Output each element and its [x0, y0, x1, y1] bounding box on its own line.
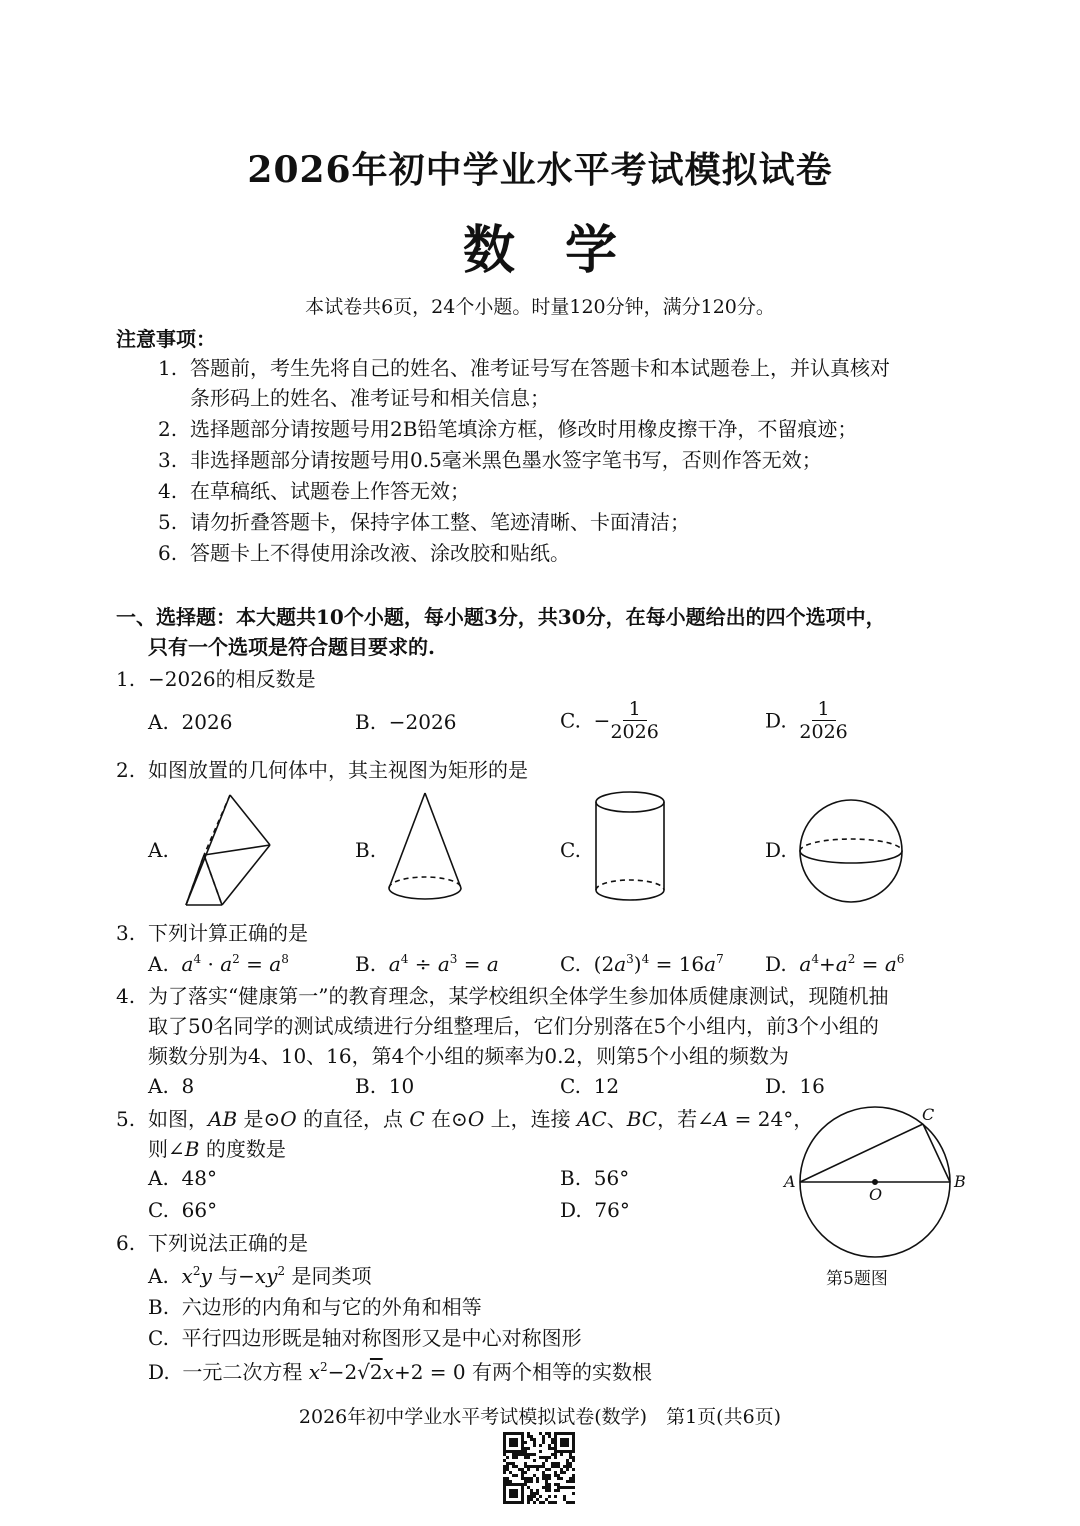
question-stem: −2026的相反数是	[148, 667, 316, 691]
question-number: 4.	[116, 984, 136, 1008]
q2-label-c: C.	[560, 838, 581, 862]
note-item-5	[158, 507, 690, 537]
question-4-line-3: 频数分别为4、10、16，第4个小组的频率为0.2，则第5个小组的频数为	[148, 1044, 789, 1068]
question-stem: 如图放置的几何体中，其主视图为矩形的是	[148, 758, 528, 782]
option-label: B.	[148, 1295, 170, 1319]
math-expression: 一元二次方程 $x^2-2√2x+2 = 0$ 有两个相等的实数根	[182, 1360, 652, 1384]
q1-option-c	[560, 698, 659, 743]
option-label: A.	[148, 1264, 169, 1288]
option-label: A.	[148, 710, 169, 734]
question-number: 6.	[116, 1231, 136, 1255]
figure-caption: 第5题图	[826, 1269, 888, 1289]
q3-option-c	[560, 952, 724, 976]
option-value: 16	[799, 1074, 825, 1098]
exam-info: 本试卷共6页，24个小题。时量120分钟，满分120分。	[305, 296, 775, 318]
triangular-prism-figure	[180, 790, 280, 910]
question-2	[116, 755, 528, 785]
question-number: 1.	[116, 667, 136, 691]
note-number: 3.	[158, 448, 178, 472]
q4-option-b	[355, 1074, 414, 1098]
notes-heading: 注意事项：	[116, 327, 216, 351]
option-label: C.	[148, 1326, 169, 1350]
note-text: 在草稿纸、试题卷上作答无效；	[190, 479, 470, 503]
option-value: 8	[181, 1074, 195, 1098]
question-5	[116, 1104, 813, 1134]
point-c-label: C	[922, 1105, 935, 1124]
note-text: 请勿折叠答题卡，保持字体工整、笔迹清晰、卡面清洁；	[190, 510, 690, 534]
q1-option-d	[765, 698, 848, 743]
note-number: 2.	[158, 417, 178, 441]
note-item-6	[158, 538, 570, 568]
note-text: 选择题部分请按题号用2B铅笔填涂方框，修改时用橡皮擦干净，不留痕迹；	[190, 417, 858, 441]
q2-label-a: A.	[148, 838, 169, 862]
option-value: 56°	[593, 1166, 630, 1190]
option-label: A.	[148, 1074, 169, 1098]
note-text: 非选择题部分请按题号用0.5毫米黑色墨水签字笔书写，否则作答无效；	[190, 448, 822, 472]
denominator: 2026	[610, 721, 659, 743]
numerator: 1	[623, 698, 647, 721]
option-value: −2026	[388, 710, 457, 734]
q3-option-b	[355, 952, 499, 976]
note-number: 6.	[158, 541, 178, 565]
q5-option-b	[560, 1166, 629, 1190]
note-item-2	[158, 414, 857, 444]
section-heading: 一、选择题：本大题共10个小题，每小题3分，共30分，在每小题给出的四个选项中，	[116, 605, 886, 629]
q6-option-b	[148, 1291, 482, 1320]
question-5-line-2: 则∠B 的度数是	[148, 1137, 286, 1161]
option-label: C.	[148, 1198, 169, 1222]
math-expression: $(2a^3)^4 = 16a^7$	[593, 952, 724, 976]
numerator: 1	[812, 698, 836, 721]
subject-title: 数学	[462, 220, 667, 281]
sphere-figure	[798, 798, 904, 904]
option-label: B.	[355, 952, 377, 976]
option-label: A.	[148, 1166, 169, 1190]
q1-option-b	[355, 710, 456, 734]
option-value: 六边形的内角和与它的外角和相等	[181, 1295, 482, 1319]
note-number: 1.	[158, 356, 178, 380]
option-value: 48°	[181, 1166, 217, 1190]
q4-option-c	[560, 1074, 619, 1098]
option-label: B.	[560, 1166, 582, 1190]
option-label: D.	[765, 708, 787, 733]
option-value: 12	[593, 1074, 620, 1098]
note-item-3	[158, 445, 822, 475]
note-text: 答题前，考生先将自己的姓名、准考证号写在答题卡和本试题卷上，并认真核对	[190, 356, 890, 380]
note-item-4	[158, 476, 470, 506]
fraction	[799, 698, 847, 743]
option-label: D.	[765, 1074, 787, 1098]
fraction	[610, 698, 658, 743]
question-stem: 下列计算正确的是	[148, 921, 308, 945]
option-label: B.	[355, 1074, 377, 1098]
option-label: D.	[765, 952, 787, 976]
note-number: 4.	[158, 479, 178, 503]
option-label: C.	[560, 952, 581, 976]
q4-option-a	[148, 1074, 194, 1098]
q5-option-a	[148, 1166, 217, 1190]
question-stem: 下列说法正确的是	[148, 1231, 308, 1255]
option-value: 10	[388, 1074, 415, 1098]
q2-label-d: D.	[765, 838, 787, 862]
minus-sign: −	[593, 708, 611, 733]
point-a-label: A	[784, 1172, 796, 1191]
question-number: 2.	[116, 758, 136, 782]
question-number: 3.	[116, 921, 136, 945]
q4-option-d	[765, 1074, 825, 1098]
math-expression: $a^4+a^2 = a^6$	[799, 952, 905, 976]
point-o-label: O	[869, 1185, 883, 1204]
q1-option-a	[148, 710, 232, 734]
option-label: B.	[355, 710, 377, 734]
question-stem: 如图，AB 是⊙O 的直径，点 C 在⊙O 上，连接 AC、BC，若∠A = 24°，	[148, 1107, 814, 1131]
option-value: 2026	[181, 710, 233, 734]
note-text-continued: 条形码上的姓名、准考证号和相关信息；	[190, 386, 550, 410]
question-6	[116, 1228, 308, 1258]
question-4	[116, 981, 888, 1011]
option-label: C.	[560, 708, 581, 733]
option-label: D.	[148, 1360, 170, 1384]
math-expression: $a^4 \div a^3 = a$	[388, 952, 499, 976]
denominator: 2026	[799, 721, 848, 743]
q5-option-c	[148, 1198, 217, 1222]
q6-option-d	[148, 1356, 652, 1385]
note-number: 5.	[158, 510, 178, 534]
q6-option-c	[148, 1322, 582, 1351]
option-value: 平行四边形既是轴对称图形又是中心对称图形	[181, 1326, 582, 1350]
page-footer: 2026年初中学业水平考试模拟试卷(数学) 第1页(共6页)	[298, 1406, 782, 1428]
point-b-label: B	[954, 1172, 966, 1191]
question-4-line-2: 取了50名同学的测试成绩进行分组整理后，它们分别落在5个小组内，前3个小组的	[148, 1014, 879, 1038]
cylinder-figure	[594, 790, 666, 910]
q3-option-d	[765, 952, 904, 976]
qr-code-icon	[503, 1432, 575, 1504]
option-value: 76°	[594, 1198, 630, 1222]
question-stem: 为了落实“健康第一”的教育理念，某学校组织全体学生参加体质健康测试，现随机抽	[148, 984, 889, 1008]
note-item-1	[158, 353, 890, 383]
option-value: 66°	[181, 1198, 218, 1222]
math-expression: $a^4 \cdot a^2 = a^8$	[181, 952, 289, 976]
cone-figure	[385, 788, 465, 908]
q2-label-b: B.	[355, 838, 377, 862]
option-label: A.	[148, 952, 169, 976]
question-number: 5.	[116, 1107, 136, 1131]
exam-title: 2026年初中学业水平考试模拟试卷	[247, 149, 833, 191]
note-text: 答题卡上不得使用涂改液、涂改胶和贴纸。	[190, 541, 570, 565]
q6-option-a	[148, 1260, 371, 1289]
q5-option-d	[560, 1198, 630, 1222]
section-heading-continued: 只有一个选项是符合题目要求的.	[148, 635, 435, 659]
question-3	[116, 918, 308, 948]
q3-option-a	[148, 952, 289, 976]
option-label: C.	[560, 1074, 581, 1098]
math-expression: $x^2y$ 与$-xy^2$ 是同类项	[181, 1264, 372, 1288]
option-label: D.	[560, 1198, 582, 1222]
question-1	[116, 664, 316, 694]
